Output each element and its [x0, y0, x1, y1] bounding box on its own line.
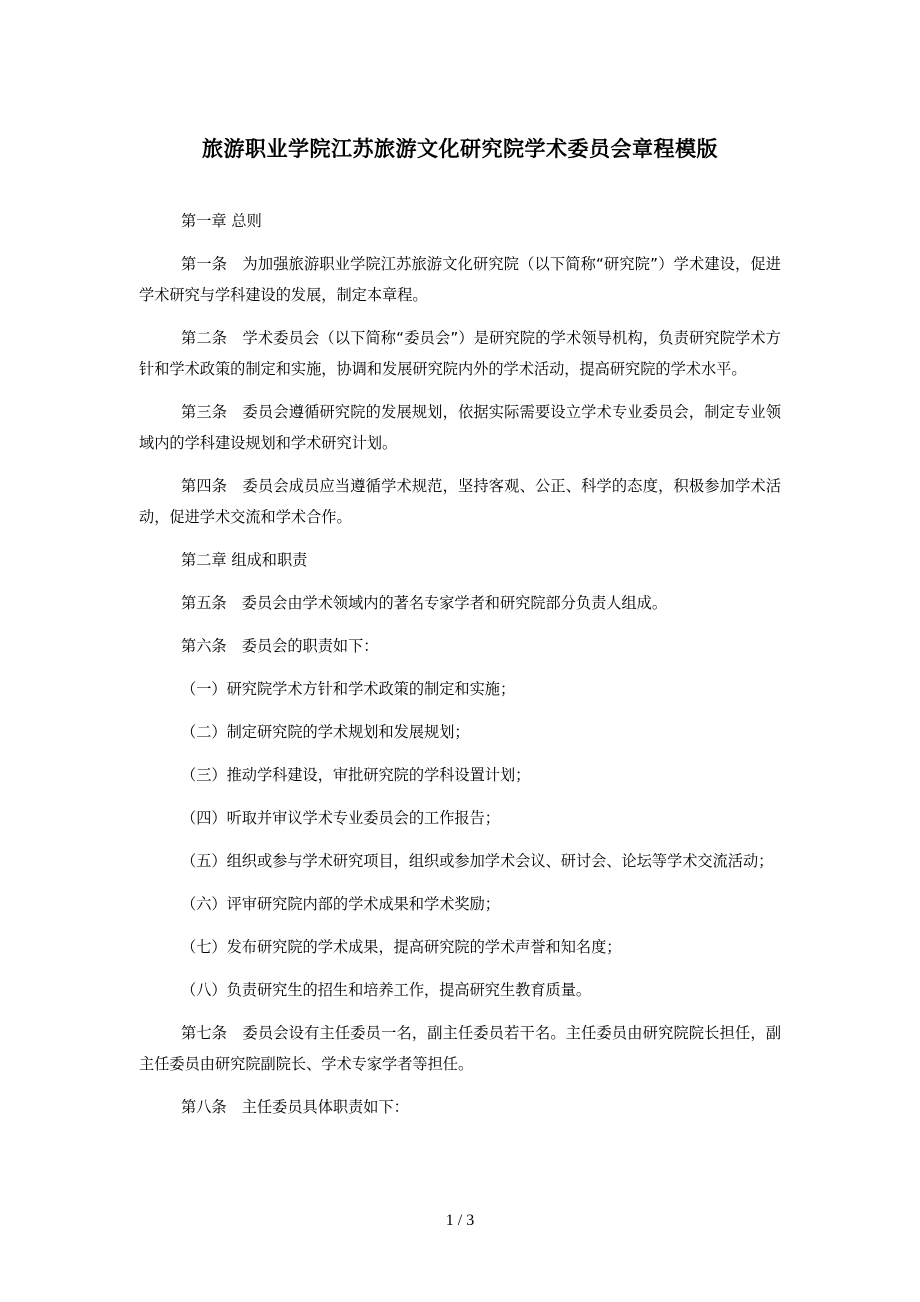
article-paragraph: 第二条 学术委员会（以下简称“委员会”）是研究院的学术领导机构，负责研究院学术方针和学术政策的制定和实施，协调和发展研究院内外的学术活动，提高研究院的学术水平。 [139, 329, 781, 378]
article-paragraph: 第五条 委员会由学术领域内的著名专家学者和研究院部分负责人组成。 [181, 594, 667, 612]
list-item: （五）组织或参与学术研究项目，组织或参加学术会议、研讨会、论坛等学术交流活动； [181, 852, 774, 870]
page-title: 旅游职业学院江苏旅游文化研究院学术委员会章程模版 [202, 137, 718, 161]
page-number: 1 / 3 [445, 1212, 475, 1229]
chapter-heading: 第一章 总则 [181, 212, 262, 230]
article-paragraph: 第四条 委员会成员应当遵循学术规范，坚持客观、公正、科学的态度，积极参加学术活动，促进学术交流和学术合作。 [139, 477, 781, 526]
list-item: （二）制定研究院的学术规划和发展规划； [181, 723, 470, 741]
list-item: （七）发布研究院的学术成果，提高研究院的学术声誉和知名度； [181, 938, 622, 956]
article-paragraph: 第七条 委员会设有主任委员一名，副主任委员若干名。主任委员由研究院院长担任，副主任委员由研究院副院长、学术专家学者等担任。 [139, 1024, 781, 1073]
chapter-heading: 第二章 组成和职责 [181, 551, 308, 569]
article-paragraph: 第八条 主任委员具体职责如下： [181, 1098, 409, 1116]
list-item: （一）研究院学术方针和学术政策的制定和实施； [181, 680, 516, 698]
article-paragraph: 第六条 委员会的职责如下： [181, 637, 379, 655]
document-body [139, 206, 781, 1135]
article-paragraph: 第三条 委员会遵循研究院的发展规划，依据实际需要设立学术专业委员会，制定专业领域内的学科建设规划和学术研究计划。 [139, 403, 781, 452]
list-item: （三）推动学科建设，审批研究院的学科设置计划； [181, 766, 531, 784]
article-paragraph: 第一条 为加强旅游职业学院江苏旅游文化研究院（以下简称“研究院”）学术建设，促进学术研究与学科建设的发展，制定本章程。 [139, 255, 781, 304]
list-item: （八）负责研究生的招生和培养工作，提高研究生教育质量。 [181, 981, 592, 999]
list-item: （四）听取并审议学术专业委员会的工作报告； [181, 809, 500, 827]
list-item: （六）评审研究院内部的学术成果和学术奖励； [181, 895, 500, 913]
